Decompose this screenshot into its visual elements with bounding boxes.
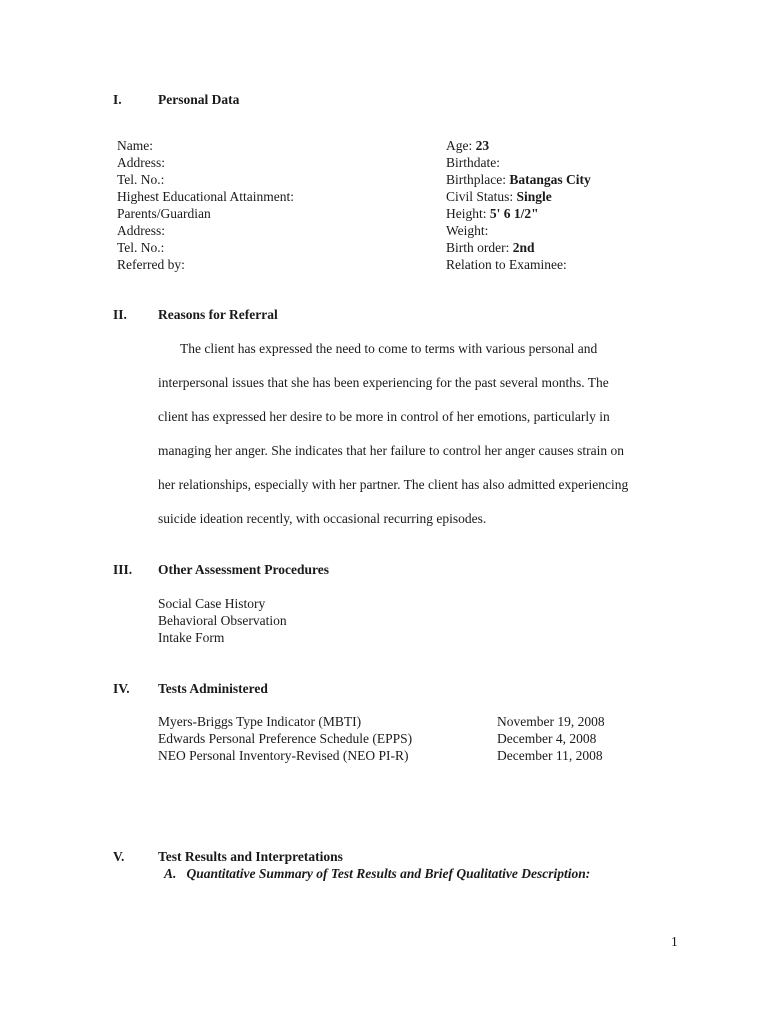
field-height-label: Height: <box>446 206 487 221</box>
field-education-label: Highest Educational Attainment: <box>117 189 294 204</box>
list-item: Intake Form <box>158 630 225 645</box>
section-5-title: Test Results and Interpretations <box>158 849 343 864</box>
field-civil-status-label: Civil Status: <box>446 189 514 204</box>
section-1-title: Personal Data <box>158 92 240 107</box>
field-address-label: Address: <box>117 155 165 170</box>
field-civil-status <box>446 188 552 205</box>
field-weight-label: Weight: <box>446 223 489 238</box>
field-age-value: 23 <box>475 138 490 153</box>
section-5-number: V. <box>113 849 125 864</box>
referral-line: interpersonal issues that she has been experiencing for the past several months. The <box>158 375 609 390</box>
field-name-label: Name: <box>117 138 153 153</box>
referral-line: suicide ideation recently, with occasional recurring episodes. <box>158 511 487 526</box>
referral-line: her relationships, especially with her partner. The client has also admitted experiencing <box>158 477 629 492</box>
section-3-title: Other Assessment Procedures <box>158 562 329 577</box>
section-2-number: II. <box>113 307 127 322</box>
field-referred-label: Referred by: <box>117 257 185 272</box>
section-4-title: Tests Administered <box>158 681 268 696</box>
field-birthdate <box>446 154 500 171</box>
field-civil-status-value: Single <box>516 189 552 204</box>
subsection-a-heading: A. Quantitative Summary of Test Results and Brief Qualitative Description: <box>164 866 591 881</box>
referral-line: client has expressed her desire to be more in control of her emotions, particularly in <box>158 409 610 424</box>
referral-line: The client has expressed the need to come to terms with various personal and <box>180 341 598 356</box>
field-parent-address-label: Address: <box>117 223 165 238</box>
field-relation <box>446 256 567 273</box>
field-tel-label: Tel. No.: <box>117 172 165 187</box>
section-1-number: I. <box>113 92 122 107</box>
field-height-value: 5' 6 1/2" <box>489 206 539 221</box>
referral-line: managing her anger. She indicates that her failure to control her anger causes strain on <box>158 443 624 458</box>
test-date: November 19, 2008 <box>497 714 605 729</box>
field-weight <box>446 222 488 239</box>
field-birthplace-value: Batangas City <box>509 172 591 187</box>
test-date: December 11, 2008 <box>497 748 603 763</box>
section-4-number: IV. <box>113 681 130 696</box>
list-item: Behavioral Observation <box>158 613 287 628</box>
field-birthdate-label: Birthdate: <box>446 155 500 170</box>
test-name: Edwards Personal Preference Schedule (EPPS) <box>158 731 413 746</box>
field-height <box>446 205 539 222</box>
field-birth-order-label: Birth order: <box>446 240 510 255</box>
field-relation-label: Relation to Examinee: <box>446 257 567 272</box>
field-birthplace <box>446 171 591 188</box>
page-number: 1 <box>671 934 678 949</box>
field-age-label: Age: <box>446 138 473 153</box>
section-2-title: Reasons for Referral <box>158 307 278 322</box>
field-birth-order <box>446 239 535 256</box>
field-parent-tel-label: Tel. No.: <box>117 240 165 255</box>
list-item: Social Case History <box>158 596 266 611</box>
field-birth-order-value: 2nd <box>512 240 535 255</box>
field-parents-label: Parents/Guardian <box>117 206 211 221</box>
test-date: December 4, 2008 <box>497 731 597 746</box>
test-name: Myers-Briggs Type Indicator (MBTI) <box>158 714 362 729</box>
section-3-number: III. <box>113 562 133 577</box>
test-name: NEO Personal Inventory-Revised (NEO PI-R) <box>158 748 409 763</box>
field-age <box>446 137 489 154</box>
field-birthplace-label: Birthplace: <box>446 172 506 187</box>
